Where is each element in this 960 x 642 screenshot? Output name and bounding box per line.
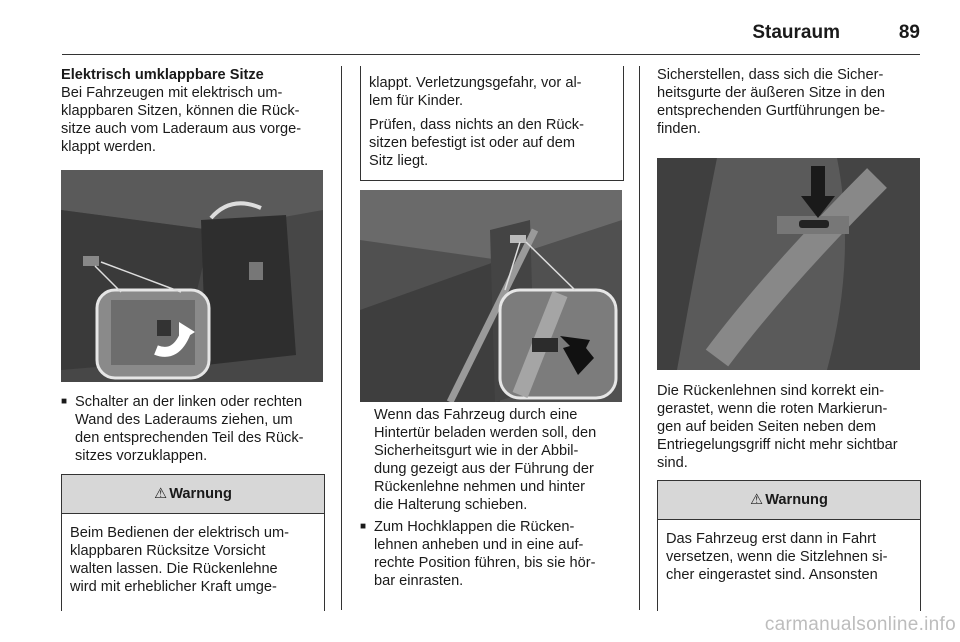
warning-triangle-icon: ⚠	[750, 492, 764, 508]
backrest-latch-illustration	[657, 158, 920, 370]
watermark: carmanualsonline.info	[764, 614, 956, 635]
bullet-fold-seats: ■ Schalter an der linken oder rechten Wand des Laderaums ziehen, um den entsprechenden Teil des Rück- sitzes vorzuklappen.	[61, 393, 323, 465]
figure-backrest-latch	[657, 158, 920, 370]
belt-check-text: Sicherstellen, dass sich die Sicher- heitsgurte der äußeren Sitze in den entsprechenden Gurtführungen be- finden.	[657, 67, 885, 137]
figure-cargo-switch	[61, 170, 323, 382]
warning-text: Das Fahrzeug erst dann in Fahrt versetzen, wenn die Sitzlehnen si- cher eingerastet sind. Ansonsten	[666, 531, 888, 583]
warning-box-2	[657, 480, 921, 611]
cargo-switch-illustration	[61, 170, 323, 382]
header-rule	[62, 54, 920, 55]
page-title: Stauraum	[752, 22, 840, 43]
warning-continued-text: klappt. Verletzungsgefahr, vor al- lem für Kinder. Prüfen, dass nichts an den Rück- sitzen befestigt ist oder auf dem Sitz liegt.	[369, 75, 584, 169]
seatbelt-guide-illustration	[360, 190, 622, 402]
warning-text: Beim Bedienen der elektrisch um- klappbaren Rücksitze Vorsicht walten lassen. Die Rückenlehne wird mit erheblicher Kraft umge-	[70, 525, 290, 595]
column-3-lower	[657, 382, 920, 472]
column-3	[657, 66, 920, 138]
section-heading: Elektrisch umklappbare Sitze	[61, 67, 264, 83]
column-1-lower	[61, 393, 323, 465]
belt-instruction-text: Wenn das Fahrzeug durch eine Hintertür beladen werden soll, den Sicherheitsgurt wie in der Abbil- dung gezeigt aus der Führung der Rückenlehne nehmen und hinter die Halterung schieben.	[374, 407, 597, 513]
warning-box-1	[61, 474, 325, 611]
page-header	[62, 0, 920, 56]
bullet-raise-seats: ■ Zum Hochklappen die Rücken- lehnen anheben und in eine auf- rechte Position führen, bis sie hör- bar einrasten.	[360, 518, 622, 590]
warning-header: ⚠ Warnung	[658, 481, 920, 520]
warning-box-1-continued	[360, 66, 624, 181]
column-1	[61, 66, 323, 156]
column-divider-1	[341, 66, 342, 610]
figure-seatbelt-guide	[360, 190, 622, 402]
intro-text: Bei Fahrzeugen mit elektrisch um- klappbaren Sitzen, können die Rück- sitze auch vom Laderaum aus vorge- klappt werden.	[61, 85, 302, 155]
column-2-lower	[360, 406, 622, 590]
warning-header: ⚠ Warnung	[62, 475, 324, 514]
warning-triangle-icon: ⚠	[154, 486, 168, 502]
latch-check-text: Die Rückenlehnen sind korrekt ein- gerastet, wenn die roten Markierun- gen auf beiden Seiten neben dem Entriegelungsgriff nicht mehr sichtbar sind.	[657, 383, 898, 471]
page-number: 89	[898, 22, 920, 43]
column-divider-2	[639, 66, 640, 610]
